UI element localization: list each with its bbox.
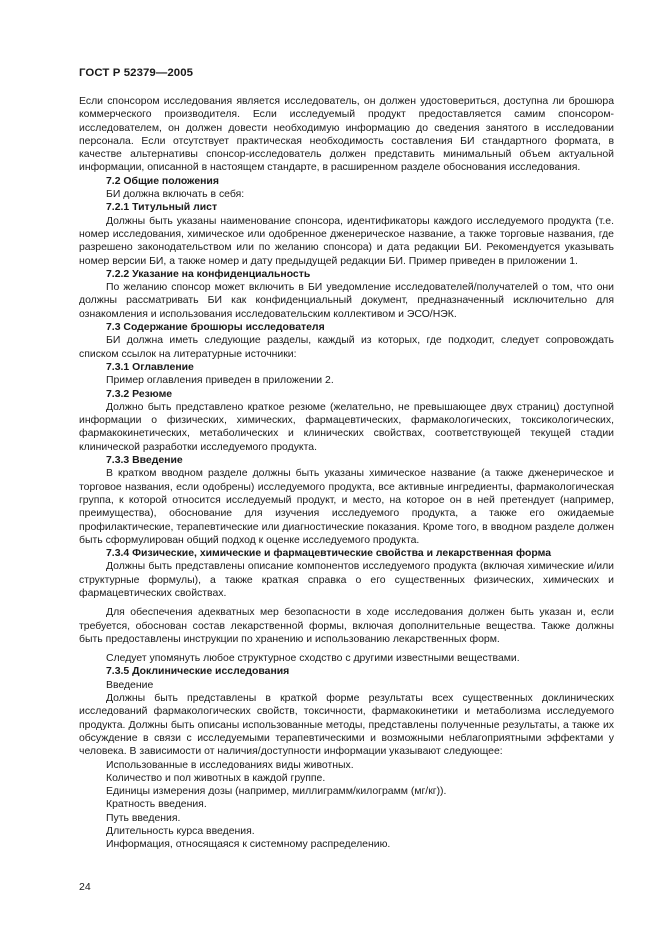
page-number: 24 [79,881,91,893]
paragraph: БИ должна включать в себя: [106,189,245,201]
section-heading: 7.2.1 Титульный лист [106,202,218,214]
section-heading: 7.3 Содержание брошюры исследователя [106,322,325,334]
paragraph: Должны быть указаны наименование спонсора, идентификаторы каждого исследуемого продукта (т.е. номер исследования, химическое или одобренное дженерическое название, а также торговые названия, где разрешено законодательством или по желанию спонсора) и дата редакции БИ. Рекомендуется указывать номер версии БИ, а также номер и дату предыдущей редакции БИ. Пример приведен в приложении 1. [79,215,614,267]
paragraph: По желанию спонсор может включить в БИ уведомление исследователей/получателей о том, что они должны рассматривать БИ как конфиденциальный документ, предназначенный исключительно для ознакомления и использования исследовательским коллективом и ЭСО/НЭК. [79,282,614,320]
section-heading: 7.2 Общие положения [106,175,219,187]
section-heading: 7.3.1 Оглавление [106,361,194,373]
section-heading: 7.3.2 Резюме [106,388,173,400]
paragraph: Должно быть представлено краткое резюме (желательно, не превышающее двух страниц) доступной информации о физических, химических, фармацевтических, фармакологических, токсикологических, фармакокинетических, метаболических и клинических свойствах, соответствующей текущей стадии клинической разработки исследуемого продукта. [79,401,614,453]
section-heading: 7.2.2 Указание на конфиденциальность [106,268,311,280]
paragraph: БИ должна иметь следующие разделы, каждый из которых, где подходит, следует сопровождать списком ссылок на литературные источники: [79,335,614,360]
list-item: Длительность курса введения. [106,826,255,838]
paragraph: В кратком вводном разделе должны быть указаны химическое название (а также дженерическое и торговое названия, если одобрены) исследуемого продукта, все активные ингредиенты, фармакологическая группа, к которой относится исследуемый продукт, и место, на которое он в ней претендует (например, преимущества), обоснование для изучения исследуемого продукта, а также его ожидаемые профилактические, терапевтические или диагностические показания. Кроме того, в вводном разделе должен быть сформулирован общий подход к оценке исследуемого продукта. [79,468,614,546]
paragraph: Следует упомянуть любое структурное сходство с другими известными веществами. [106,653,520,665]
list-item: Информация, относящаяся к системному распределению. [106,839,391,851]
paragraph: Должны быть представлены в краткой форме результаты всех существенных доклинических исследований фармакологических свойств, токсичности, фармакокинетики и метаболизма исследуемого продукта. Должны быть описаны использованные методы, представлены полученные результаты, а также их обсуждение в связи с исследуемыми терапевтическими и возможными неблагоприятными эффектами у человека. В зависимости от наличия/доступности информации указывают следующее: [79,693,614,758]
page-header: ГОСТ Р 52379—2005 [79,67,194,79]
paragraph: Должны быть представлены описание компонентов исследуемого продукта (включая химические и/или структурные формулы), а также краткая справка о его существенных физических, химических и фармацевтических свойствах. [79,561,614,599]
paragraph: Пример оглавления приведен в приложении 2. [106,375,334,387]
section-heading: 7.3.4 Физические, химические и фармацевтические свойства и лекарственная форма [106,548,552,560]
list-item: Путь введения. [106,812,181,824]
list-item: Использованные в исследованиях виды животных. [106,759,354,771]
section-heading: 7.3.5 Доклинические исследования [106,666,290,678]
section-heading: 7.3.3 Введение [106,455,183,467]
list-item: Количество и пол животных в каждой группе. [106,772,326,784]
list-item: Кратность введения. [106,799,207,811]
document-body [79,95,614,852]
paragraph: Для обеспечения адекватных мер безопасности в ходе исследования должен быть указан и, если требуется, обоснован состав лекарственной формы, включая дополнительные вещества. Также должны быть предоставлены инструкции по хранению и использованию лекарственных форм. [79,607,614,645]
paragraph: Если спонсором исследования является исследователь, он должен удостовериться, доступна ли брошюра коммерческого производителя. Если исследуемый продукт предоставляется самим спонсором-исследователем, он должен довести необходимую информацию до сведения занятого в исследовании персонала. Если отсутствует практическая необходимость составления БИ стандартного формата, в качестве альтернативы спонсор-исследователь должен представить минимальный объем актуальной информации, описанной в настоящем стандарте, в расширенном разделе обоснования исследования. [79,96,614,174]
list-item: Введение [106,679,154,691]
list-item: Единицы измерения дозы (например, миллиграмм/килограмм (мг/кг)). [106,786,447,798]
